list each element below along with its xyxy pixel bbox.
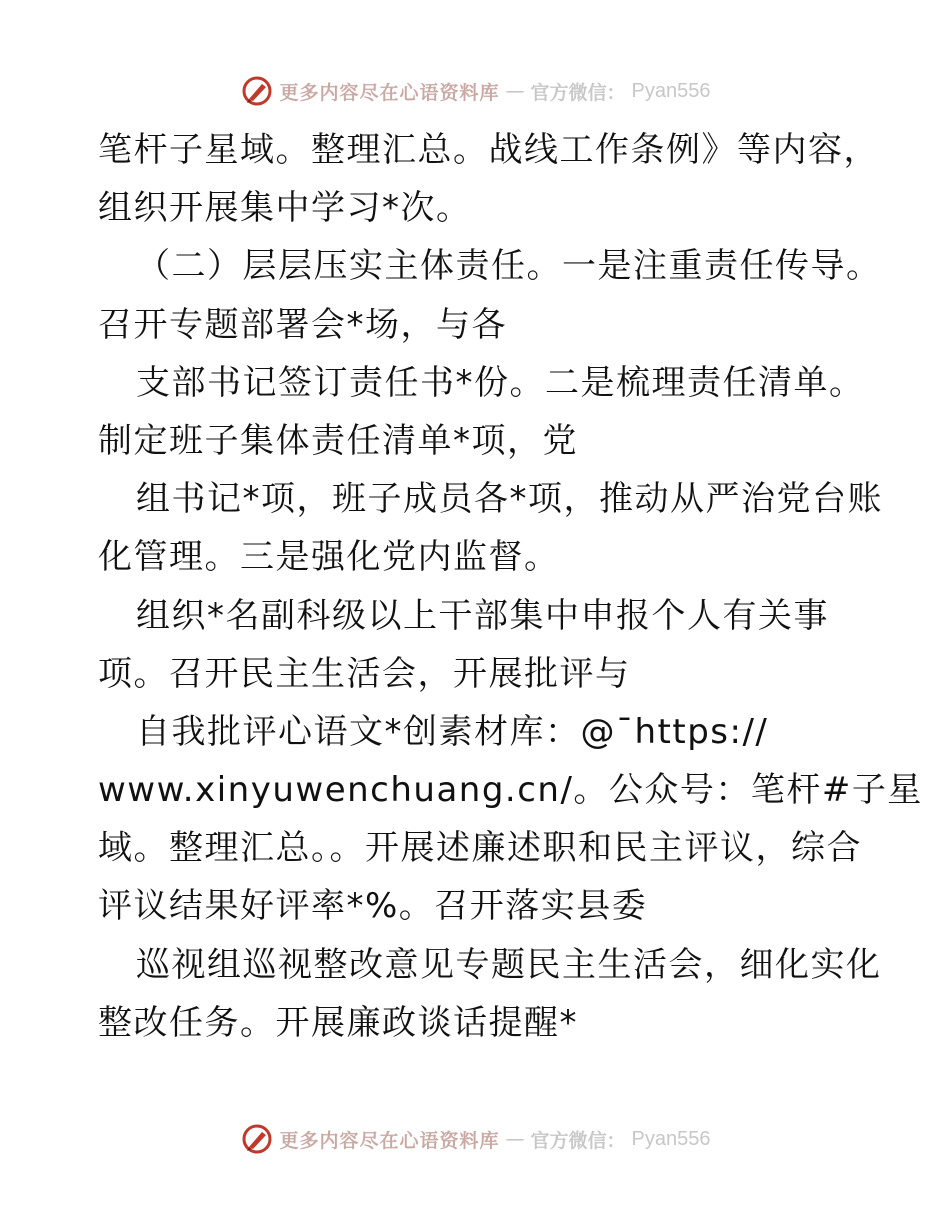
text-line: www.xinyuwenchuang.cn/。公众号：笔杆#子星 [98,770,923,811]
text-line: 项。召开民主生活会，开展批评与 [98,653,631,694]
banner-dash: — [505,80,525,102]
header-banner [0,71,950,111]
banner-contact-id: Pyan556 [631,79,711,102]
text-line: 评议结果好评率*%。召开落实县委 [98,886,648,927]
pen-logo-icon [240,74,274,108]
text-line: （二）层层压实主体责任。一是注重责任传导。 [136,246,882,287]
pen-logo-icon [240,1122,274,1156]
text-line: 整改任务。开展廉政谈话提醒* [98,1002,578,1043]
banner-contact-id: Pyan556 [631,1127,711,1150]
text-line: 制定班子集体责任清单*项，党 [98,420,578,461]
footer-banner [0,1119,950,1159]
text-line: 巡视组巡视整改意见专题民主生活会，细化实化 [136,944,882,985]
text-line: 召开专题部署会*场，与各 [98,304,507,345]
text-line: 组织*名副科级以上干部集中申报个人有关事 [136,595,829,636]
text-line: 笔杆子星域。整理汇总。战线工作条例》等内容， [98,130,879,170]
banner-contact-label: 官方微信： [530,81,626,104]
banner-slogan: 更多内容尽在心语资料库 [279,1129,500,1152]
text-line: 化管理。三是强化党内监督。 [98,537,560,578]
document-body [98,121,923,1052]
text-line: 组织开展集中学习*次。 [98,188,472,229]
text-line: 组书记*项，班子成员各*项，推动从严治党台账 [136,479,883,520]
text-line: 域。整理汇总。。开展述廉述职和民主评议，综合 [98,828,862,869]
banner-slogan: 更多内容尽在心语资料库 [279,81,500,104]
text-line: 支部书记签订责任书*份。二是梳理责任清单。 [136,362,865,403]
banner-dash: — [505,1128,525,1150]
text-line: 自我批评心语文*创素材库：@¯https:// [136,711,769,752]
banner-contact-label: 官方微信： [530,1129,626,1152]
